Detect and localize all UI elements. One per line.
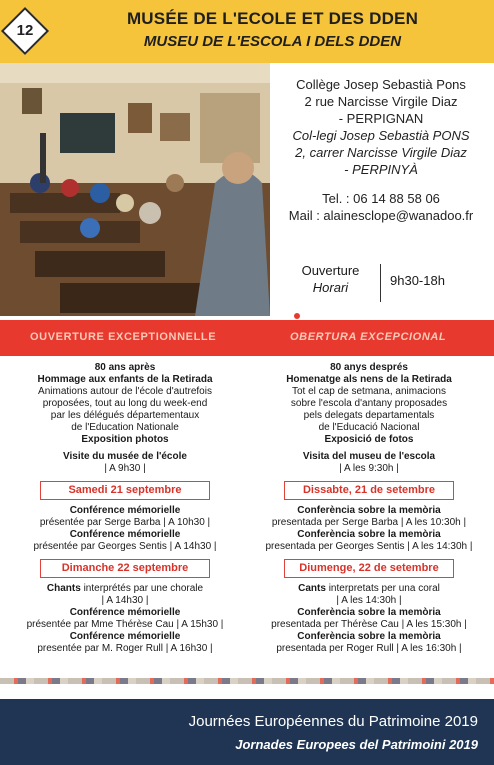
program-text: Tot el cap de setmana, animacions bbox=[292, 386, 446, 397]
footer-band bbox=[0, 699, 494, 765]
program-time: | A 14h30 | bbox=[101, 595, 149, 606]
program-text: par les délégués départementaux bbox=[50, 410, 200, 421]
program-item: Conférence mémorielle bbox=[69, 631, 181, 642]
program-heading: 80 anys després bbox=[330, 362, 408, 373]
classroom-photo bbox=[0, 63, 270, 316]
address-line-catalan: 2, carrer Narcisse Virgile Diaz bbox=[295, 145, 467, 160]
program-text: presentada per Serge Barba | A les 10:30h | bbox=[271, 517, 467, 528]
program-item: Conférence mémorielle bbox=[69, 607, 181, 618]
program-text: presentada per Roger Rull | A les 16:30h | bbox=[276, 643, 462, 654]
date-box: Samedi 21 septembre bbox=[40, 481, 210, 500]
email-address: Mail : alainesclope@wanadoo.fr bbox=[288, 208, 474, 223]
band-label-ca: OBERTURA EXCEPCIONAL bbox=[290, 331, 447, 343]
address-line-catalan: Col-legi Josep Sebastià PONS bbox=[292, 128, 470, 143]
program-text: Animations autour de l'école d'autrefois bbox=[38, 386, 212, 397]
program-item: Cants bbox=[298, 583, 326, 594]
address-line: - PERPIGNAN bbox=[338, 111, 424, 126]
page-title-catalan: MUSEU DE L'ESCOLA I DELS DDEN bbox=[143, 33, 402, 50]
footer-title-ca: Jornades Europees del Patrimoini 2019 bbox=[235, 737, 478, 752]
program-text: présentée par Serge Barba | A 10h30 | bbox=[39, 517, 211, 528]
badge-number: 12 bbox=[16, 22, 34, 39]
program-text: interprétés par une chorale bbox=[80, 583, 204, 594]
decorative-stripe bbox=[0, 678, 494, 684]
program-item: Conferència sobre la memòria bbox=[297, 631, 441, 642]
footer-title-fr: Journées Européennes du Patrimoine 2019 bbox=[188, 713, 478, 730]
hours-value: 9h30-18h bbox=[390, 273, 445, 288]
accent-dot bbox=[294, 313, 300, 319]
program-text: presentada per Thérèse Cau | A les 15:30h | bbox=[271, 619, 467, 630]
address-line: 2 rue Narcisse Virgile Diaz bbox=[304, 94, 458, 109]
program-item: Conferència sobre la memòria bbox=[297, 505, 441, 516]
program-item: Visite du musée de l'école bbox=[63, 451, 187, 462]
opening-hours bbox=[288, 262, 478, 304]
program-heading: Homenatge als nens de la Retirada bbox=[286, 374, 452, 385]
program-item: Visita del museu de l'escola bbox=[302, 451, 436, 462]
program-text: de l'Education Nationale bbox=[71, 422, 179, 433]
program-text: presentée par M. Roger Rull | A 16h30 | bbox=[37, 643, 213, 654]
address-line-catalan: - PERPINYÀ bbox=[344, 162, 418, 177]
program-text bbox=[252, 583, 486, 595]
program-time: | A les 14:30h | bbox=[336, 595, 402, 606]
program-item: Conferència sobre la memòria bbox=[297, 529, 441, 540]
program-item: Conferència sobre la memòria bbox=[297, 607, 441, 618]
address-line: Collège Josep Sebastià Pons bbox=[296, 77, 466, 92]
program-text: pels delegats departamentals bbox=[303, 410, 435, 421]
program-item: Chants bbox=[46, 583, 81, 594]
program-text bbox=[8, 583, 242, 595]
program-fr bbox=[8, 362, 242, 655]
program-ca bbox=[252, 362, 486, 655]
classroom-illustration bbox=[0, 63, 270, 316]
phone-number: Tel. : 06 14 88 58 06 bbox=[322, 191, 440, 206]
date-box: Diumenge, 22 de setembre bbox=[284, 559, 454, 578]
program-text: de l'Educació Nacional bbox=[318, 422, 420, 433]
program-text: présentée par Georges Sentis | A 14h30 | bbox=[33, 541, 217, 552]
program-time: | A les 9:30h | bbox=[339, 463, 399, 474]
contact-block bbox=[272, 76, 490, 224]
program-item: Conférence mémorielle bbox=[69, 505, 181, 516]
program-item: Exposició de fotos bbox=[324, 434, 414, 445]
program-text: proposées, tout au long du week-end bbox=[42, 398, 208, 409]
date-box: Dissabte, 21 de setembre bbox=[284, 481, 454, 500]
date-box: Dimanche 22 septembre bbox=[40, 559, 210, 578]
hours-label-fr: Ouverture bbox=[301, 263, 360, 278]
program-text: présentée par Mme Thérèse Cau | A 15h30 | bbox=[26, 619, 224, 630]
program-text: presentada per Georges Sentis | A les 14:30h | bbox=[265, 541, 473, 552]
hours-label bbox=[288, 262, 373, 296]
program-time: | A 9h30 | bbox=[104, 463, 146, 474]
hours-divider bbox=[380, 264, 381, 302]
band-label-fr: OUVERTURE EXCEPTIONNELLE bbox=[30, 331, 217, 343]
program-text: interpretats per una coral bbox=[325, 583, 440, 594]
exceptional-opening-band bbox=[0, 320, 494, 356]
header-band bbox=[0, 0, 494, 63]
program-heading: 80 ans après bbox=[94, 362, 156, 373]
program-item: Conférence mémorielle bbox=[69, 529, 181, 540]
program-text: sobre l'escola d'antany proposades bbox=[290, 398, 448, 409]
program-heading: Hommage aux enfants de la Retirada bbox=[37, 374, 213, 385]
hours-label-ca: Horari bbox=[312, 280, 349, 295]
page-title: MUSÉE DE L'ECOLE ET DES DDEN bbox=[126, 9, 419, 28]
program-item: Exposition photos bbox=[81, 434, 169, 445]
